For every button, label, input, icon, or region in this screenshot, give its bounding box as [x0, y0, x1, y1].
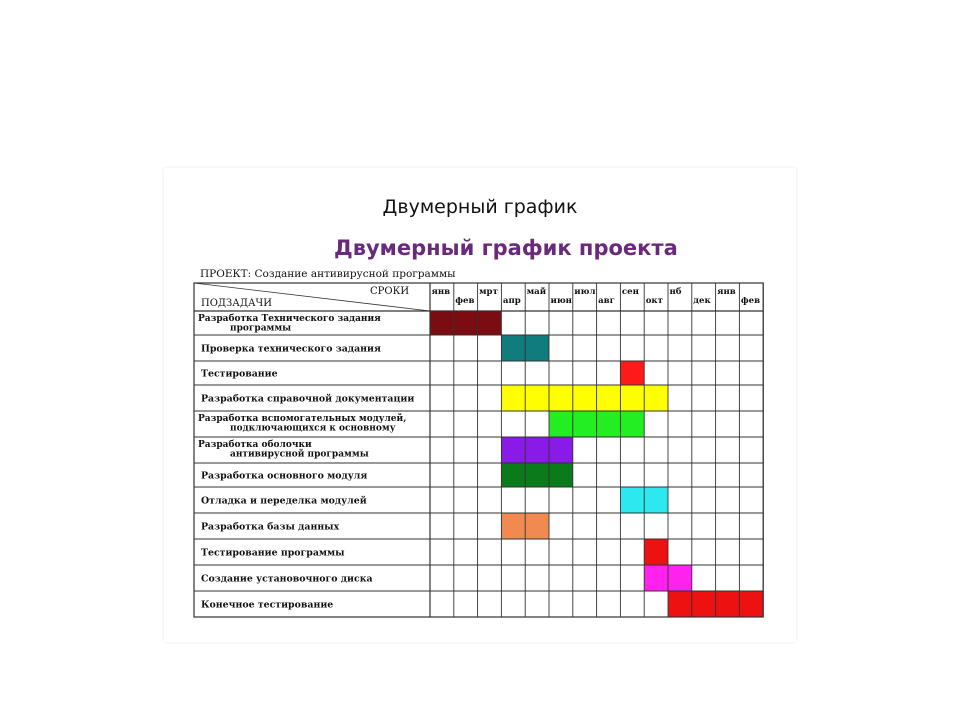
month-label: апр	[502, 296, 521, 306]
task-name: Разработка справочной документации	[201, 393, 415, 405]
project-caption: ПРОЕКТ: Создание антивирусной программы	[200, 268, 456, 280]
header-terms-label: СРОКИ	[370, 286, 410, 297]
task-name-line: программы	[230, 323, 292, 334]
task-name-line: подключающихся к основному	[230, 423, 396, 434]
task-name-line: Разработка Технического задания	[198, 314, 381, 324]
month-label: янв	[717, 287, 736, 297]
month-label: сен	[621, 287, 639, 297]
month-label: фев	[455, 296, 475, 306]
task-bar	[501, 385, 668, 411]
month-label: мрт	[479, 287, 498, 297]
month-label: дек	[693, 296, 711, 306]
month-label: май	[526, 287, 547, 297]
month-label: авг	[598, 296, 615, 306]
month-label: июн	[550, 296, 572, 306]
task-name: Разработка основного модуля	[201, 470, 368, 482]
slide-title: Двумерный график	[382, 196, 578, 218]
task-name: Отладка и переделка модулей	[201, 495, 367, 507]
task-name: Проверка технического задания	[201, 343, 381, 355]
month-label: июл	[574, 287, 596, 297]
header-tasks-label: ПОДЗАДАЧИ	[201, 298, 273, 309]
task-bar	[620, 361, 644, 385]
task-name: Тестирование	[201, 368, 278, 380]
task-name: Тестирование программы	[201, 547, 345, 559]
task-name: Конечное тестирование	[201, 599, 334, 611]
task-bar	[644, 539, 668, 565]
task-name-line: Разработка вспомогательных модулей,	[198, 414, 407, 424]
task-name-line: антивирусной программы	[230, 449, 369, 460]
task-bar	[501, 463, 572, 487]
month-label: фев	[740, 296, 761, 306]
month-label: янв	[431, 287, 451, 297]
task-name: Создание установочного диска	[201, 573, 373, 585]
chart-title: Двумерный график проекта	[334, 236, 678, 260]
task-name-line: Разработка оболочки	[198, 440, 312, 450]
task-name: Разработка базы данных	[201, 521, 340, 533]
month-label: окт	[645, 296, 663, 306]
task-bar	[501, 437, 572, 463]
month-label: нб	[669, 287, 682, 297]
task-bar	[430, 311, 501, 335]
